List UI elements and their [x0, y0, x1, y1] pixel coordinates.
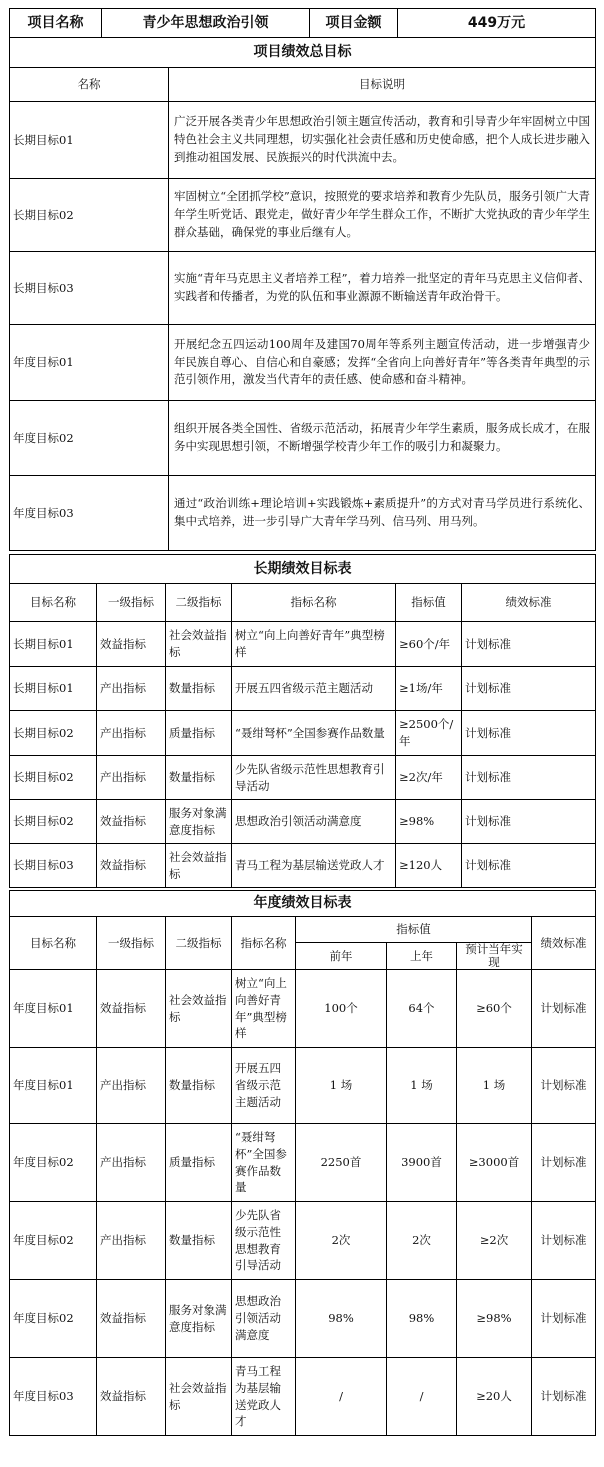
cell-standard: 计划标准 — [462, 844, 596, 888]
cell-target: 长期目标03 — [10, 844, 97, 888]
cell-indicator: 少先队省级示范性思想教育引导活动 — [232, 1202, 296, 1280]
project-name-value: 青少年思想政治引领 — [102, 9, 310, 38]
cell-standard: 计划标准 — [532, 1048, 596, 1124]
cell-standard: 计划标准 — [462, 756, 596, 800]
cell-standard: 计划标准 — [532, 1124, 596, 1202]
overall-goals-title: 项目绩效总目标 — [10, 38, 596, 68]
cell-level2: 服务对象满意度指标 — [166, 1280, 232, 1358]
longterm-goals-table — [9, 554, 596, 888]
cell-value: ≥120人 — [396, 844, 462, 888]
cell-level2: 质量指标 — [166, 711, 232, 756]
col-level1: 一级指标 — [97, 917, 166, 970]
cell-standard: 计划标准 — [532, 970, 596, 1048]
table-row — [10, 1202, 596, 1280]
cell-level1: 产出指标 — [97, 711, 166, 756]
cell-current: ≥20人 — [457, 1358, 532, 1436]
cell-last: 2次 — [387, 1202, 457, 1280]
cell-level2: 数量指标 — [166, 756, 232, 800]
cell-target: 年度目标02 — [10, 1124, 97, 1202]
cell-value: ≥1场/年 — [396, 667, 462, 711]
cell-target: 年度目标03 — [10, 1358, 97, 1436]
goal-desc: 牢固树立“全团抓学校”意识，按照党的要求培养和教育少先队员，服务引领广大青年学生听党话、跟党走，做好青少年学生群众工作，不断扩大党执政的青少年学生群众基础，确保党的事业后继有人。 — [169, 179, 596, 252]
table-row — [10, 844, 596, 888]
goal-name: 年度目标01 — [10, 325, 169, 401]
cell-level1: 效益指标 — [97, 970, 166, 1048]
col-value-group: 指标值 — [296, 917, 532, 943]
cell-indicator: “聂绀弩杯”全国参赛作品数量 — [232, 711, 396, 756]
table-row — [10, 970, 596, 1048]
cell-level1: 产出指标 — [97, 1048, 166, 1124]
cell-level2: 社会效益指标 — [166, 1358, 232, 1436]
cell-standard: 计划标准 — [462, 800, 596, 844]
goal-desc: 广泛开展各类青少年思想政治引领主题宣传活动，教育和引导青少年牢固树立中国特色社会主义共同理想，切实强化社会责任感和历史使命感，把个人成长进步融入到推动祖国发展、民族振兴的时代洪流中去。 — [169, 102, 596, 179]
cell-standard: 计划标准 — [532, 1202, 596, 1280]
cell-level2: 社会效益指标 — [166, 622, 232, 667]
project-amount-label: 项目金额 — [310, 9, 398, 38]
cell-indicator: 青马工程为基层输送党政人才 — [232, 844, 396, 888]
col-target-name: 目标名称 — [10, 584, 97, 622]
col-standard: 绩效标准 — [532, 917, 596, 970]
goal-name: 年度目标02 — [10, 401, 169, 476]
goal-desc: 通过“政治训练+理论培训+实践锻炼+素质提升”的方式对青马学员进行系统化、集中式培养，进一步引导广大青年学马列、信马列、用马列。 — [169, 476, 596, 551]
cell-value: ≥98% — [396, 800, 462, 844]
cell-level1: 效益指标 — [97, 1358, 166, 1436]
table-row — [10, 476, 596, 551]
project-amount-value: 449万元 — [398, 9, 596, 38]
goal-desc: 实施“青年马克思主义者培养工程”，着力培养一批坚定的青年马克思主义信仰者、实践者和传播者，为党的队伍和事业源源不断输送青年政治骨干。 — [169, 252, 596, 325]
cell-last: 64个 — [387, 970, 457, 1048]
cell-level1: 效益指标 — [97, 622, 166, 667]
cell-indicator: 思想政治引领活动满意度 — [232, 1280, 296, 1358]
cell-target: 长期目标02 — [10, 756, 97, 800]
table-row — [10, 622, 596, 667]
annual-goals-title: 年度绩效目标表 — [10, 891, 596, 917]
cell-prev: 100个 — [296, 970, 387, 1048]
col-target-name: 目标名称 — [10, 917, 97, 970]
cell-level2: 质量指标 — [166, 1124, 232, 1202]
cell-indicator: 青马工程为基层输送党政人才 — [232, 1358, 296, 1436]
goal-name: 长期目标01 — [10, 102, 169, 179]
cell-level2: 数量指标 — [166, 1048, 232, 1124]
cell-prev: 2次 — [296, 1202, 387, 1280]
cell-indicator: “聂绀弩杯”全国参赛作品数量 — [232, 1124, 296, 1202]
col-last-year: 上年 — [387, 943, 457, 970]
cell-target: 年度目标01 — [10, 1048, 97, 1124]
col-prev-year: 前年 — [296, 943, 387, 970]
cell-prev: 98% — [296, 1280, 387, 1358]
cell-level1: 产出指标 — [97, 667, 166, 711]
cell-current: ≥2次 — [457, 1202, 532, 1280]
col-indicator: 指标名称 — [232, 584, 396, 622]
goal-desc: 开展纪念五四运动100周年及建国70周年等系列主题宣传活动，进一步增强青少年民族自尊心、自信心和自豪感；发挥“全省向上向善好青年”等各类青年典型的示范引领作用，激发当代青年的责任感、使命感和奋斗精神。 — [169, 325, 596, 401]
project-header-table — [9, 8, 596, 38]
cell-last: 1 场 — [387, 1048, 457, 1124]
cell-prev: 1 场 — [296, 1048, 387, 1124]
cell-target: 年度目标02 — [10, 1280, 97, 1358]
cell-last: 98% — [387, 1280, 457, 1358]
cell-target: 长期目标02 — [10, 800, 97, 844]
cell-prev: 2250首 — [296, 1124, 387, 1202]
table-row — [10, 1124, 596, 1202]
col-standard: 绩效标准 — [462, 584, 596, 622]
cell-indicator: 树立“向上向善好青年”典型榜样 — [232, 970, 296, 1048]
cell-indicator: 树立“向上向善好青年”典型榜样 — [232, 622, 396, 667]
cell-current: 1 场 — [457, 1048, 532, 1124]
cell-level2: 社会效益指标 — [166, 844, 232, 888]
cell-level1: 效益指标 — [97, 1280, 166, 1358]
annual-goals-table — [9, 890, 596, 1436]
cell-current: ≥60个 — [457, 970, 532, 1048]
col-value: 指标值 — [396, 584, 462, 622]
goal-name: 长期目标02 — [10, 179, 169, 252]
cell-level2: 服务对象满意度指标 — [166, 800, 232, 844]
cell-level2: 数量指标 — [166, 667, 232, 711]
cell-level1: 效益指标 — [97, 844, 166, 888]
cell-standard: 计划标准 — [462, 622, 596, 667]
project-name-label: 项目名称 — [10, 9, 102, 38]
cell-target: 长期目标02 — [10, 711, 97, 756]
goal-name: 年度目标03 — [10, 476, 169, 551]
cell-standard: 计划标准 — [532, 1358, 596, 1436]
cell-level1: 效益指标 — [97, 800, 166, 844]
cell-target: 年度目标01 — [10, 970, 97, 1048]
col-level2: 二级指标 — [166, 917, 232, 970]
cell-value: ≥2次/年 — [396, 756, 462, 800]
col-level2: 二级指标 — [166, 584, 232, 622]
cell-indicator: 开展五四省级示范主题活动 — [232, 667, 396, 711]
table-row — [10, 325, 596, 401]
cell-current: ≥98% — [457, 1280, 532, 1358]
col-level1: 一级指标 — [97, 584, 166, 622]
cell-level2: 数量指标 — [166, 1202, 232, 1280]
overall-goals-table — [9, 37, 596, 551]
cell-value: ≥2500个/年 — [396, 711, 462, 756]
col-indicator: 指标名称 — [232, 917, 296, 970]
cell-standard: 计划标准 — [532, 1280, 596, 1358]
table-row — [10, 401, 596, 476]
table-row — [10, 252, 596, 325]
cell-level1: 产出指标 — [97, 1124, 166, 1202]
cell-last: / — [387, 1358, 457, 1436]
cell-current: ≥3000首 — [457, 1124, 532, 1202]
table-row — [10, 102, 596, 179]
col-current-year: 预计当年实现 — [457, 943, 532, 970]
cell-last: 3900首 — [387, 1124, 457, 1202]
cell-target: 长期目标01 — [10, 622, 97, 667]
cell-indicator: 少先队省级示范性思想教育引导活动 — [232, 756, 396, 800]
table-row — [10, 800, 596, 844]
cell-level2: 社会效益指标 — [166, 970, 232, 1048]
cell-standard: 计划标准 — [462, 711, 596, 756]
cell-indicator: 开展五四省级示范主题活动 — [232, 1048, 296, 1124]
goal-name: 长期目标03 — [10, 252, 169, 325]
cell-value: ≥60个/年 — [396, 622, 462, 667]
longterm-goals-title: 长期绩效目标表 — [10, 555, 596, 584]
table-row — [10, 667, 596, 711]
overall-col-name: 名称 — [10, 68, 169, 102]
cell-level1: 产出指标 — [97, 756, 166, 800]
table-row — [10, 1048, 596, 1124]
table-row — [10, 179, 596, 252]
overall-col-desc: 目标说明 — [169, 68, 596, 102]
goal-desc: 组织开展各类全国性、省级示范活动，拓展青少年学生素质，服务成长成才，在服务中实现思想引领，不断增强学校青少年工作的吸引力和凝聚力。 — [169, 401, 596, 476]
cell-target: 年度目标02 — [10, 1202, 97, 1280]
table-row — [10, 1280, 596, 1358]
table-row — [10, 1358, 596, 1436]
cell-indicator: 思想政治引领活动满意度 — [232, 800, 396, 844]
cell-level1: 产出指标 — [97, 1202, 166, 1280]
table-row — [10, 711, 596, 756]
cell-standard: 计划标准 — [462, 667, 596, 711]
cell-prev: / — [296, 1358, 387, 1436]
cell-target: 长期目标01 — [10, 667, 97, 711]
table-row — [10, 756, 596, 800]
